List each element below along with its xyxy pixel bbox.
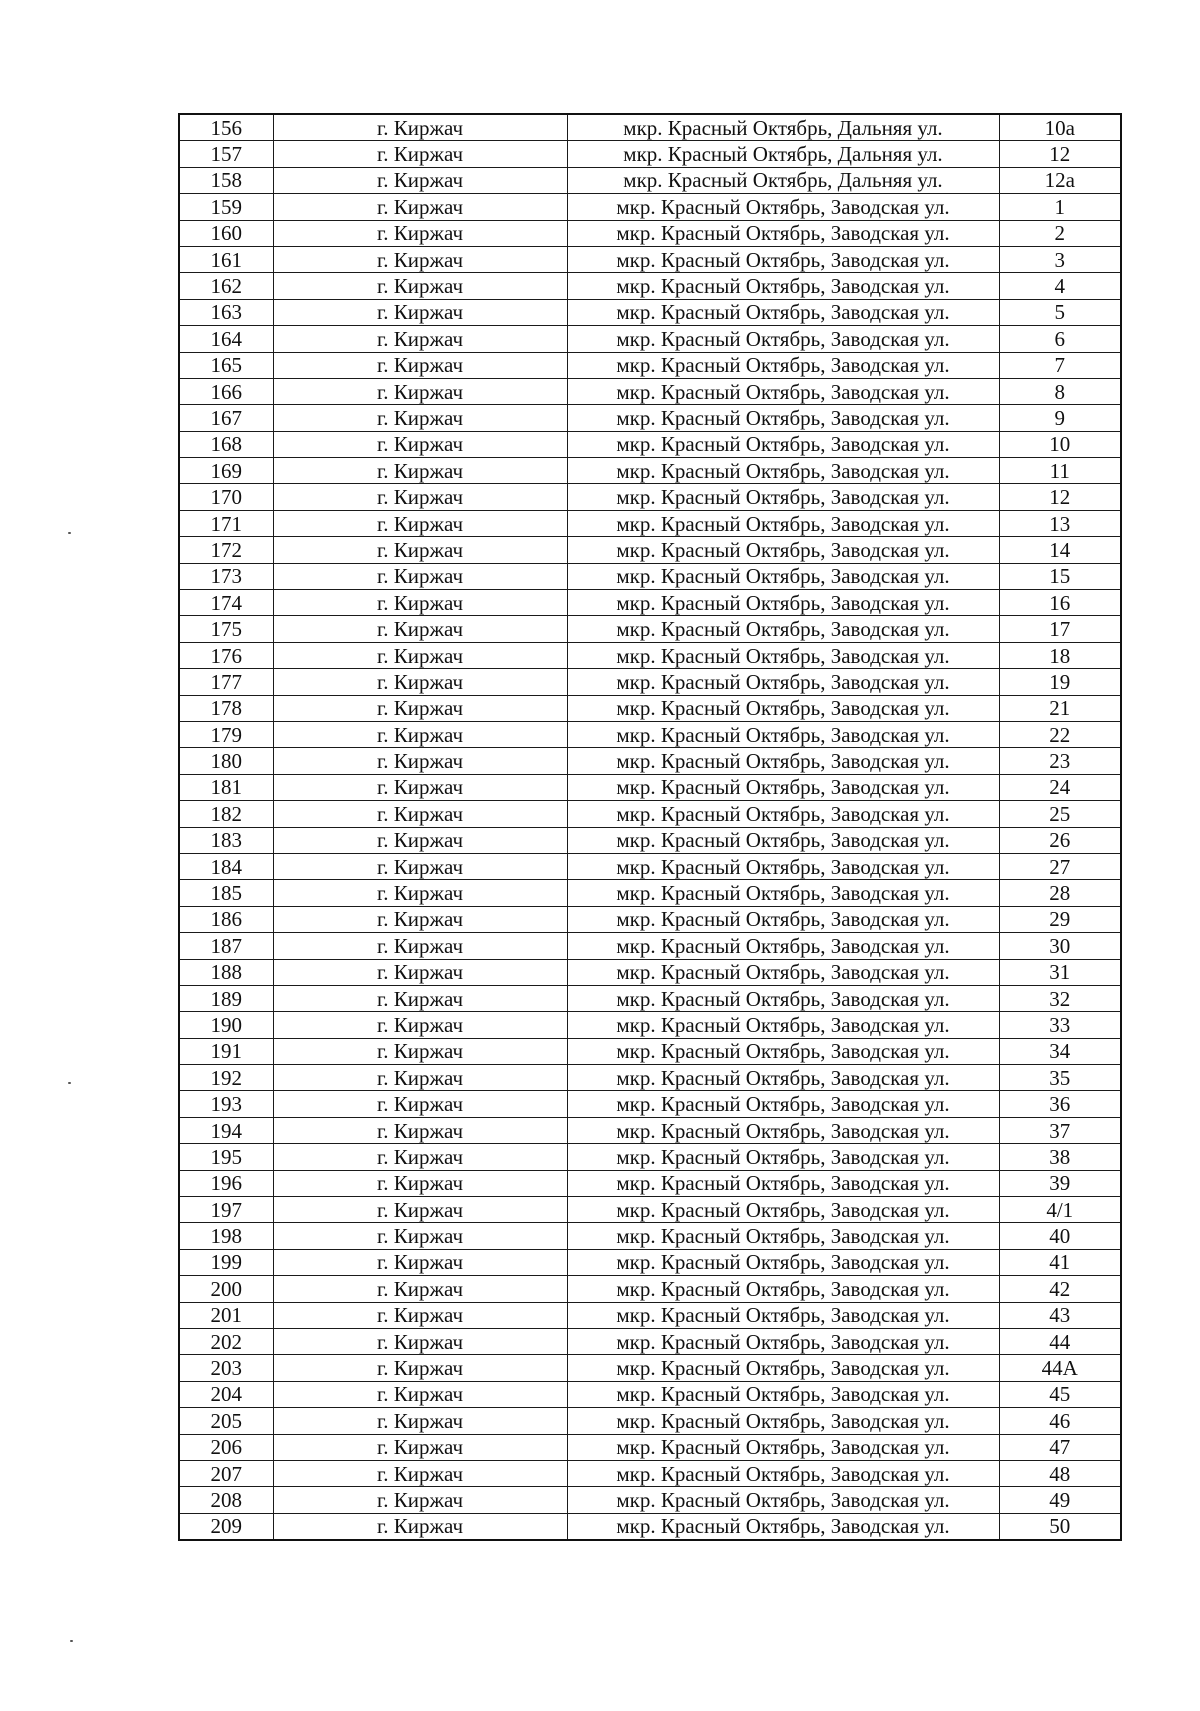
- city-cell: г. Киржач: [273, 590, 567, 616]
- table-row: [179, 669, 1121, 695]
- street-cell: мкр. Красный Октябрь, Заводская ул.: [567, 853, 999, 879]
- table-row: [179, 985, 1121, 1011]
- row-number-cell: 204: [179, 1381, 273, 1407]
- table-row: [179, 1487, 1121, 1513]
- row-number-cell: 203: [179, 1355, 273, 1381]
- row-number-cell: 183: [179, 827, 273, 853]
- table-row: [179, 590, 1121, 616]
- street-cell: мкр. Красный Октябрь, Заводская ул.: [567, 1144, 999, 1170]
- row-number-cell: 159: [179, 194, 273, 220]
- house-number-cell: 45: [999, 1381, 1121, 1407]
- house-number-cell: 18: [999, 642, 1121, 668]
- row-number-cell: 186: [179, 906, 273, 932]
- street-cell: мкр. Красный Октябрь, Дальняя ул.: [567, 114, 999, 141]
- table-row: [179, 1302, 1121, 1328]
- city-cell: г. Киржач: [273, 1408, 567, 1434]
- table-row: [179, 642, 1121, 668]
- address-table-body: [179, 114, 1121, 1540]
- row-number-cell: 157: [179, 141, 273, 167]
- house-number-cell: 32: [999, 985, 1121, 1011]
- street-cell: мкр. Красный Октябрь, Заводская ул.: [567, 1355, 999, 1381]
- house-number-cell: 24: [999, 774, 1121, 800]
- street-cell: мкр. Красный Октябрь, Заводская ул.: [567, 326, 999, 352]
- street-cell: мкр. Красный Октябрь, Заводская ул.: [567, 933, 999, 959]
- house-number-cell: 41: [999, 1249, 1121, 1275]
- row-number-cell: 188: [179, 959, 273, 985]
- street-cell: мкр. Красный Октябрь, Заводская ул.: [567, 642, 999, 668]
- table-row: [179, 1065, 1121, 1091]
- house-number-cell: 12: [999, 484, 1121, 510]
- table-row: [179, 299, 1121, 325]
- table-row: [179, 1144, 1121, 1170]
- table-row: [179, 1513, 1121, 1540]
- street-cell: мкр. Красный Октябрь, Заводская ул.: [567, 1408, 999, 1434]
- city-cell: г. Киржач: [273, 352, 567, 378]
- table-row: [179, 431, 1121, 457]
- table-row: [179, 405, 1121, 431]
- house-number-cell: 30: [999, 933, 1121, 959]
- table-row: [179, 326, 1121, 352]
- table-row: [179, 906, 1121, 932]
- row-number-cell: 206: [179, 1434, 273, 1460]
- house-number-cell: 48: [999, 1460, 1121, 1486]
- city-cell: г. Киржач: [273, 642, 567, 668]
- city-cell: г. Киржач: [273, 1513, 567, 1540]
- house-number-cell: 42: [999, 1276, 1121, 1302]
- row-number-cell: 174: [179, 590, 273, 616]
- city-cell: г. Киржач: [273, 1328, 567, 1354]
- row-number-cell: 177: [179, 669, 273, 695]
- row-number-cell: 209: [179, 1513, 273, 1540]
- scan-speck: [68, 1082, 71, 1084]
- table-row: [179, 1381, 1121, 1407]
- house-number-cell: 44А: [999, 1355, 1121, 1381]
- street-cell: мкр. Красный Октябрь, Заводская ул.: [567, 563, 999, 589]
- city-cell: г. Киржач: [273, 194, 567, 220]
- city-cell: г. Киржач: [273, 537, 567, 563]
- house-number-cell: 12: [999, 141, 1121, 167]
- row-number-cell: 168: [179, 431, 273, 457]
- row-number-cell: 191: [179, 1038, 273, 1064]
- house-number-cell: 4/1: [999, 1197, 1121, 1223]
- row-number-cell: 201: [179, 1302, 273, 1328]
- street-cell: мкр. Красный Октябрь, Заводская ул.: [567, 537, 999, 563]
- row-number-cell: 202: [179, 1328, 273, 1354]
- row-number-cell: 166: [179, 378, 273, 404]
- table-row: [179, 1091, 1121, 1117]
- row-number-cell: 193: [179, 1091, 273, 1117]
- city-cell: г. Киржач: [273, 1302, 567, 1328]
- row-number-cell: 164: [179, 326, 273, 352]
- house-number-cell: 13: [999, 510, 1121, 536]
- row-number-cell: 160: [179, 220, 273, 246]
- row-number-cell: 199: [179, 1249, 273, 1275]
- house-number-cell: 38: [999, 1144, 1121, 1170]
- house-number-cell: 4: [999, 273, 1121, 299]
- row-number-cell: 178: [179, 695, 273, 721]
- house-number-cell: 3: [999, 246, 1121, 272]
- city-cell: г. Киржач: [273, 1355, 567, 1381]
- street-cell: мкр. Красный Октябрь, Заводская ул.: [567, 1117, 999, 1143]
- house-number-cell: 15: [999, 563, 1121, 589]
- table-row: [179, 378, 1121, 404]
- street-cell: мкр. Красный Октябрь, Заводская ул.: [567, 405, 999, 431]
- row-number-cell: 171: [179, 510, 273, 536]
- street-cell: мкр. Красный Октябрь, Заводская ул.: [567, 1487, 999, 1513]
- table-row: [179, 1197, 1121, 1223]
- city-cell: г. Киржач: [273, 1223, 567, 1249]
- house-number-cell: 50: [999, 1513, 1121, 1540]
- city-cell: г. Киржач: [273, 1117, 567, 1143]
- city-cell: г. Киржач: [273, 1249, 567, 1275]
- table-row: [179, 1012, 1121, 1038]
- city-cell: г. Киржач: [273, 748, 567, 774]
- row-number-cell: 207: [179, 1460, 273, 1486]
- scan-speck: [68, 532, 71, 534]
- street-cell: мкр. Красный Октябрь, Заводская ул.: [567, 721, 999, 747]
- city-cell: г. Киржач: [273, 774, 567, 800]
- row-number-cell: 180: [179, 748, 273, 774]
- row-number-cell: 182: [179, 801, 273, 827]
- street-cell: мкр. Красный Октябрь, Заводская ул.: [567, 880, 999, 906]
- table-row: [179, 748, 1121, 774]
- row-number-cell: 189: [179, 985, 273, 1011]
- city-cell: г. Киржач: [273, 378, 567, 404]
- city-cell: г. Киржач: [273, 1065, 567, 1091]
- house-number-cell: 47: [999, 1434, 1121, 1460]
- city-cell: г. Киржач: [273, 669, 567, 695]
- street-cell: мкр. Красный Октябрь, Заводская ул.: [567, 616, 999, 642]
- street-cell: мкр. Красный Октябрь, Заводская ул.: [567, 352, 999, 378]
- city-cell: г. Киржач: [273, 1091, 567, 1117]
- house-number-cell: 1: [999, 194, 1121, 220]
- table-row: [179, 827, 1121, 853]
- street-cell: мкр. Красный Октябрь, Заводская ул.: [567, 273, 999, 299]
- city-cell: г. Киржач: [273, 1170, 567, 1196]
- table-row: [179, 1328, 1121, 1354]
- house-number-cell: 46: [999, 1408, 1121, 1434]
- table-row: [179, 933, 1121, 959]
- row-number-cell: 197: [179, 1197, 273, 1223]
- street-cell: мкр. Красный Октябрь, Заводская ул.: [567, 774, 999, 800]
- row-number-cell: 187: [179, 933, 273, 959]
- table-row: [179, 220, 1121, 246]
- city-cell: г. Киржач: [273, 326, 567, 352]
- table-row: [179, 273, 1121, 299]
- table-row: [179, 537, 1121, 563]
- table-row: [179, 1249, 1121, 1275]
- row-number-cell: 161: [179, 246, 273, 272]
- city-cell: г. Киржач: [273, 1144, 567, 1170]
- row-number-cell: 196: [179, 1170, 273, 1196]
- street-cell: мкр. Красный Октябрь, Заводская ул.: [567, 1170, 999, 1196]
- house-number-cell: 49: [999, 1487, 1121, 1513]
- table-row: [179, 1038, 1121, 1064]
- row-number-cell: 156: [179, 114, 273, 141]
- table-row: [179, 1460, 1121, 1486]
- row-number-cell: 173: [179, 563, 273, 589]
- city-cell: г. Киржач: [273, 1434, 567, 1460]
- street-cell: мкр. Красный Октябрь, Заводская ул.: [567, 246, 999, 272]
- street-cell: мкр. Красный Октябрь, Дальняя ул.: [567, 141, 999, 167]
- street-cell: мкр. Красный Октябрь, Заводская ул.: [567, 669, 999, 695]
- street-cell: мкр. Красный Октябрь, Заводская ул.: [567, 1065, 999, 1091]
- scan-speck: [70, 1640, 73, 1642]
- city-cell: г. Киржач: [273, 1038, 567, 1064]
- street-cell: мкр. Красный Октябрь, Заводская ул.: [567, 194, 999, 220]
- table-row: [179, 616, 1121, 642]
- table-row: [179, 1408, 1121, 1434]
- street-cell: мкр. Красный Октябрь, Заводская ул.: [567, 1038, 999, 1064]
- row-number-cell: 192: [179, 1065, 273, 1091]
- row-number-cell: 169: [179, 458, 273, 484]
- street-cell: мкр. Красный Октябрь, Заводская ул.: [567, 959, 999, 985]
- table-row: [179, 880, 1121, 906]
- table-row: [179, 1223, 1121, 1249]
- street-cell: мкр. Красный Октябрь, Заводская ул.: [567, 1091, 999, 1117]
- city-cell: г. Киржач: [273, 563, 567, 589]
- street-cell: мкр. Красный Октябрь, Заводская ул.: [567, 510, 999, 536]
- street-cell: мкр. Красный Октябрь, Заводская ул.: [567, 458, 999, 484]
- house-number-cell: 28: [999, 880, 1121, 906]
- city-cell: г. Киржач: [273, 695, 567, 721]
- row-number-cell: 194: [179, 1117, 273, 1143]
- house-number-cell: 44: [999, 1328, 1121, 1354]
- house-number-cell: 27: [999, 853, 1121, 879]
- street-cell: мкр. Красный Октябрь, Заводская ул.: [567, 1276, 999, 1302]
- table-row: [179, 721, 1121, 747]
- house-number-cell: 40: [999, 1223, 1121, 1249]
- street-cell: мкр. Красный Октябрь, Заводская ул.: [567, 827, 999, 853]
- house-number-cell: 29: [999, 906, 1121, 932]
- table-row: [179, 114, 1121, 141]
- house-number-cell: 37: [999, 1117, 1121, 1143]
- house-number-cell: 7: [999, 352, 1121, 378]
- city-cell: г. Киржач: [273, 1460, 567, 1486]
- table-row: [179, 1355, 1121, 1381]
- house-number-cell: 9: [999, 405, 1121, 431]
- table-row: [179, 1276, 1121, 1302]
- row-number-cell: 181: [179, 774, 273, 800]
- street-cell: мкр. Красный Октябрь, Заводская ул.: [567, 1381, 999, 1407]
- house-number-cell: 34: [999, 1038, 1121, 1064]
- row-number-cell: 179: [179, 721, 273, 747]
- address-table: [178, 113, 1122, 1541]
- city-cell: г. Киржач: [273, 246, 567, 272]
- house-number-cell: 17: [999, 616, 1121, 642]
- street-cell: мкр. Красный Октябрь, Заводская ул.: [567, 1460, 999, 1486]
- house-number-cell: 19: [999, 669, 1121, 695]
- row-number-cell: 170: [179, 484, 273, 510]
- house-number-cell: 23: [999, 748, 1121, 774]
- house-number-cell: 33: [999, 1012, 1121, 1038]
- row-number-cell: 163: [179, 299, 273, 325]
- row-number-cell: 167: [179, 405, 273, 431]
- house-number-cell: 43: [999, 1302, 1121, 1328]
- city-cell: г. Киржач: [273, 616, 567, 642]
- house-number-cell: 10: [999, 431, 1121, 457]
- street-cell: мкр. Красный Октябрь, Заводская ул.: [567, 1434, 999, 1460]
- street-cell: мкр. Красный Октябрь, Заводская ул.: [567, 378, 999, 404]
- street-cell: мкр. Красный Октябрь, Заводская ул.: [567, 906, 999, 932]
- row-number-cell: 184: [179, 853, 273, 879]
- street-cell: мкр. Красный Октябрь, Заводская ул.: [567, 1223, 999, 1249]
- street-cell: мкр. Красный Октябрь, Заводская ул.: [567, 1249, 999, 1275]
- house-number-cell: 6: [999, 326, 1121, 352]
- city-cell: г. Киржач: [273, 801, 567, 827]
- table-row: [179, 853, 1121, 879]
- table-row: [179, 801, 1121, 827]
- table-row: [179, 484, 1121, 510]
- street-cell: мкр. Красный Октябрь, Заводская ул.: [567, 1328, 999, 1354]
- city-cell: г. Киржач: [273, 959, 567, 985]
- street-cell: мкр. Красный Октябрь, Заводская ул.: [567, 1197, 999, 1223]
- city-cell: г. Киржач: [273, 1381, 567, 1407]
- house-number-cell: 8: [999, 378, 1121, 404]
- row-number-cell: 162: [179, 273, 273, 299]
- house-number-cell: 36: [999, 1091, 1121, 1117]
- table-row: [179, 1117, 1121, 1143]
- street-cell: мкр. Красный Октябрь, Заводская ул.: [567, 431, 999, 457]
- table-row: [179, 1434, 1121, 1460]
- table-row: [179, 458, 1121, 484]
- row-number-cell: 172: [179, 537, 273, 563]
- street-cell: мкр. Красный Октябрь, Заводская ул.: [567, 801, 999, 827]
- city-cell: г. Киржач: [273, 827, 567, 853]
- row-number-cell: 165: [179, 352, 273, 378]
- city-cell: г. Киржач: [273, 220, 567, 246]
- city-cell: г. Киржач: [273, 114, 567, 141]
- city-cell: г. Киржач: [273, 906, 567, 932]
- city-cell: г. Киржач: [273, 273, 567, 299]
- city-cell: г. Киржач: [273, 1487, 567, 1513]
- table-row: [179, 563, 1121, 589]
- street-cell: мкр. Красный Октябрь, Заводская ул.: [567, 590, 999, 616]
- house-number-cell: 12а: [999, 167, 1121, 193]
- street-cell: мкр. Красный Октябрь, Дальняя ул.: [567, 167, 999, 193]
- city-cell: г. Киржач: [273, 1276, 567, 1302]
- city-cell: г. Киржач: [273, 431, 567, 457]
- row-number-cell: 205: [179, 1408, 273, 1434]
- house-number-cell: 10а: [999, 114, 1121, 141]
- street-cell: мкр. Красный Октябрь, Заводская ул.: [567, 220, 999, 246]
- row-number-cell: 190: [179, 1012, 273, 1038]
- city-cell: г. Киржач: [273, 167, 567, 193]
- city-cell: г. Киржач: [273, 1012, 567, 1038]
- city-cell: г. Киржач: [273, 985, 567, 1011]
- street-cell: мкр. Красный Октябрь, Заводская ул.: [567, 748, 999, 774]
- street-cell: мкр. Красный Октябрь, Заводская ул.: [567, 1302, 999, 1328]
- table-row: [179, 774, 1121, 800]
- city-cell: г. Киржач: [273, 853, 567, 879]
- street-cell: мкр. Красный Октябрь, Заводская ул.: [567, 695, 999, 721]
- city-cell: г. Киржач: [273, 1197, 567, 1223]
- house-number-cell: 21: [999, 695, 1121, 721]
- city-cell: г. Киржач: [273, 405, 567, 431]
- city-cell: г. Киржач: [273, 880, 567, 906]
- house-number-cell: 26: [999, 827, 1121, 853]
- house-number-cell: 16: [999, 590, 1121, 616]
- city-cell: г. Киржач: [273, 933, 567, 959]
- house-number-cell: 5: [999, 299, 1121, 325]
- house-number-cell: 22: [999, 721, 1121, 747]
- table-row: [179, 141, 1121, 167]
- city-cell: г. Киржач: [273, 721, 567, 747]
- row-number-cell: 195: [179, 1144, 273, 1170]
- street-cell: мкр. Красный Октябрь, Заводская ул.: [567, 299, 999, 325]
- house-number-cell: 2: [999, 220, 1121, 246]
- row-number-cell: 208: [179, 1487, 273, 1513]
- street-cell: мкр. Красный Октябрь, Заводская ул.: [567, 484, 999, 510]
- row-number-cell: 185: [179, 880, 273, 906]
- table-row: [179, 167, 1121, 193]
- row-number-cell: 176: [179, 642, 273, 668]
- city-cell: г. Киржач: [273, 510, 567, 536]
- house-number-cell: 35: [999, 1065, 1121, 1091]
- house-number-cell: 11: [999, 458, 1121, 484]
- house-number-cell: 25: [999, 801, 1121, 827]
- house-number-cell: 31: [999, 959, 1121, 985]
- table-row: [179, 695, 1121, 721]
- street-cell: мкр. Красный Октябрь, Заводская ул.: [567, 1012, 999, 1038]
- table-row: [179, 1170, 1121, 1196]
- row-number-cell: 158: [179, 167, 273, 193]
- row-number-cell: 198: [179, 1223, 273, 1249]
- city-cell: г. Киржач: [273, 458, 567, 484]
- street-cell: мкр. Красный Октябрь, Заводская ул.: [567, 985, 999, 1011]
- table-row: [179, 352, 1121, 378]
- row-number-cell: 200: [179, 1276, 273, 1302]
- row-number-cell: 175: [179, 616, 273, 642]
- house-number-cell: 14: [999, 537, 1121, 563]
- street-cell: мкр. Красный Октябрь, Заводская ул.: [567, 1513, 999, 1540]
- table-row: [179, 246, 1121, 272]
- table-row: [179, 510, 1121, 536]
- city-cell: г. Киржач: [273, 141, 567, 167]
- table-row: [179, 194, 1121, 220]
- city-cell: г. Киржач: [273, 299, 567, 325]
- house-number-cell: 39: [999, 1170, 1121, 1196]
- table-row: [179, 959, 1121, 985]
- city-cell: г. Киржач: [273, 484, 567, 510]
